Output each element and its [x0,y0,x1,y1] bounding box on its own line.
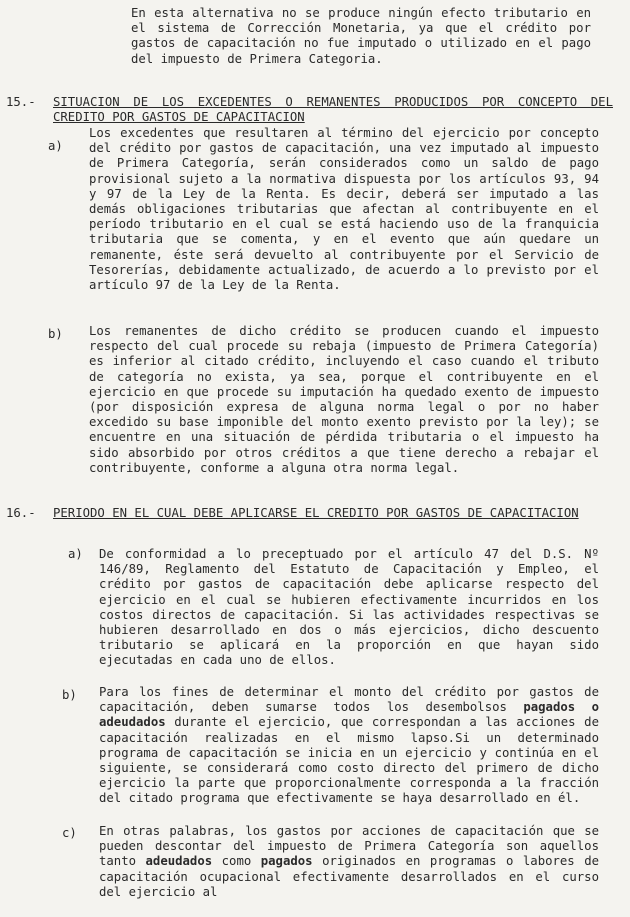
section-16-item-a-text: De conformidad a lo preceptuado por el artículo 47 del D.S. Nº 146/89, Reglamento del Estatuto de Capacitación y Empleo, el crédito por gastos de capacitación debe aplicarse respecto del ejercicio en el cual se hubieren efectivamente incurridos en los costos directos de capacitación. Si las actividades respectivas se hubieren desarrollado en dos o más ejercicios, dicho descuento tributario se aplicará en la proporción en que hayan sido ejecutadas en cada uno de ellos. [99,547,599,668]
section-16-number: 16.- [6,506,36,520]
section-16-item-b-part-2: durante el ejercicio, que correspondan a las acciones de capacitación realizadas en el mismo lapso.Si un determinado programa de capacitación se inicia en un ejercicio y continúa en el siguiente, se considerará como costo directo del primero de dicho ejercicio la parte que proporcionalmente corresponda a la fracción del citado programa que efectivamente se haya desarrollado en él. [99,715,599,806]
section-15-item-a-text: Los excedentes que resultaren al término del ejercicio por concepto del crédito por gastos de capacitación, una vez imputado al impuesto de Primera Categoría, serán considerados como un saldo de pago provisional sujeto a la normativa dispuesta por los artículos 93, 94 y 97 de la Ley de la Renta. Es decir, deberá ser imputado a las demás obligaciones tributarias que afectan al contribuyente en el período tributario en el cual se está haciendo uso de la franquicia tributaria que se comenta, y en el evento que aún quedare un remanente, éste será devuelto al contribuyente por el Servicio de Tesorerías, debidamente actualizado, de acuerdo a lo previsto por el artículo 97 de la Ley de la Renta. [89,126,599,293]
section-16-item-c-text [99,824,599,900]
section-16-item-a-label: a) [68,547,83,561]
section-16-item-c-label: c) [62,826,77,840]
section-16-item-b-part-1: Para los fines de determinar el monto del crédito por gastos de capacitación, deben sumarse todos los desembolsos [99,685,599,715]
section-15-item-b-text: Los remanentes de dicho crédito se producen cuando el impuesto respecto del cual procede su rebaja (impuesto de Primera Categoría) es inferior al citado crédito, incluyendo el caso cuando el tributo de categoría no exista, ya sea, porque el contribuyente en el ejercicio en que procede su imputación ha quedado exento de impuesto (por disposición expresa de alguna norma legal o por no haber excedido su base imponible del monto exento previsto por la ley); se encuentre en una situación de pérdida tributaria o el impuesto ha sido absorbido por otros créditos a que tiene derecho a rebajar el contribuyente, conforme a alguna otra norma legal. [89,324,599,475]
section-16-heading [6,506,616,538]
section-16-item-c-part-3: originados en programas o labores de capacitación ocupacional efectivamente desarrollados en el curso del ejercicio al [99,854,600,899]
section-15-item-a-label: a) [48,139,63,153]
section-16-title: PERIODO EN EL CUAL DEBE APLICARSE EL CREDITO POR GASTOS DE CAPACITACION [53,506,579,520]
section-15-title: SITUACION DE LOS EXCEDENTES O REMANENTES PRODUCIDOS POR CONCEPTO DEL CREDITO POR GASTOS DE CAPACITACION [53,95,613,125]
section-15-heading [6,95,616,127]
section-16-item-b-bold-1: pagados o adeudados [99,700,600,730]
section-16-item-b-text [99,685,599,807]
section-16-item-b-label: b) [62,688,77,702]
section-15-item-b-label: b) [48,327,63,341]
section-16-item-c-part-2: como [212,854,261,869]
section-16-item-c-bold-1: adeudados [145,854,213,869]
intro-paragraph: En esta alternativa no se produce ningún efecto tributario en el sistema de Corrección Monetaria, ya que el crédito por gastos de capacitación no fue imputado o utilizado en el pago del impuesto de Primera Categoria. [131,6,591,66]
section-15-number: 15.- [6,95,36,109]
section-16-item-c-part-1: En otras palabras, los gastos por acciones de capacitación que se pueden descontar del impuesto de Primera Categoría son aquellos tanto [99,824,599,869]
section-16-item-c-bold-2: pagados [260,854,313,869]
